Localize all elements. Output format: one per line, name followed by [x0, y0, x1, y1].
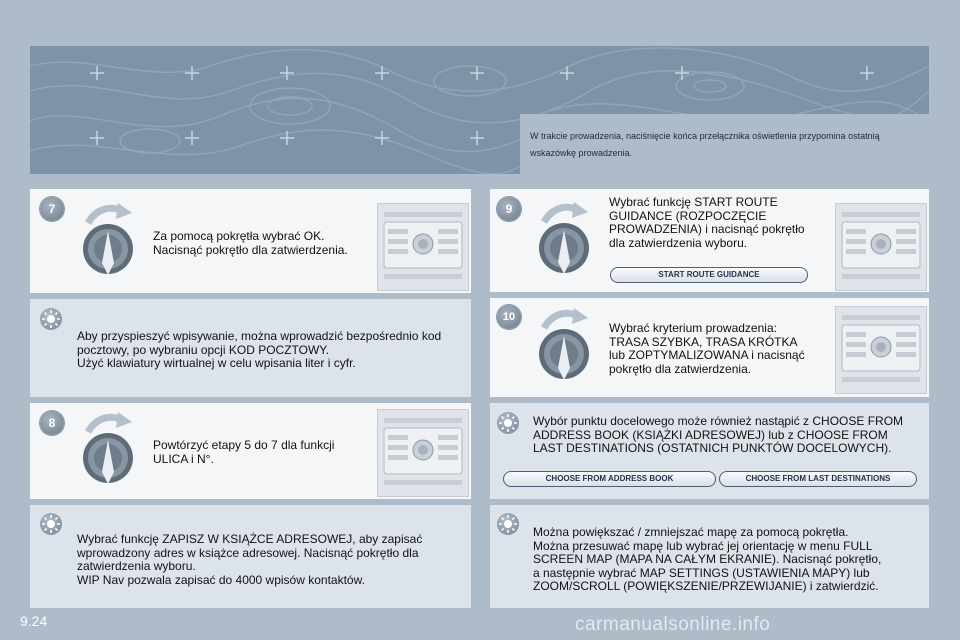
tip-icon [40, 513, 62, 535]
step-8-text: Powtórzyć etapy 5 do 7 dla funkcji ULICA i N°. [153, 438, 335, 466]
knob-icon [530, 200, 604, 285]
watermark: carmanualsonline.info [575, 614, 771, 635]
tip-map-text: Można powiększać / zmniejszać mapę za pomocą pokrętła. Można przesuwać mapę lub wybrać jej orientację w menu FULL SCREEN MAP (MAPA NA CAŁYM EKRANIE). Nacisnąć pokrętło, a następnie wybrać MAP SETTINGS (USTAWIENIA MAPY) lub ZOOM/SCROLL (POWIĘKSZENIE/PRZEWIJANIE) i zatwierdzić. [533, 525, 882, 593]
step-7-badge: 7 [40, 197, 64, 221]
knob-icon [530, 306, 604, 391]
step-10-badge: 10 [497, 305, 521, 329]
step-8-badge: 8 [40, 411, 64, 435]
step-9-text: Wybrać funkcję START ROUTE GUIDANCE (ROZPOCZĘCIE PROWADZENIA) i nacisnąć pokrętło dla zatwierdzenia wyboru. [609, 195, 805, 250]
radio-console-image [835, 203, 927, 291]
start-route-guidance-button[interactable]: START ROUTE GUIDANCE [610, 267, 808, 283]
tip-save-text: Wybrać funkcję ZAPISZ W KSIĄŻCE ADRESOWEJ, aby zapisać wprowadzony adres w książce adresowej. Nacisnąć pokrętło dla zatwierdzenia wyboru. WIP Nav pozwala zapisać do 4000 wpisów kontaktów. [77, 532, 423, 587]
choose-from-address-book-button[interactable]: CHOOSE FROM ADDRESS BOOK [503, 471, 716, 487]
tip-icon [497, 513, 519, 535]
knob-icon [74, 410, 148, 495]
tip-keyboard-text: Aby przyspieszyć wpisywanie, można wprowadzić bezpośrednio kod pocztowy, po wybraniu opcji KOD POCZTOWY. Użyć klawiatury wirtualnej w celu wpisania liter i cyfr. [77, 329, 442, 370]
choose-from-last-destinations-button[interactable]: CHOOSE FROM LAST DESTINATIONS [719, 471, 917, 487]
tip-icon [40, 308, 62, 330]
page-number: 9.24 [20, 613, 48, 629]
tip-destination-text: Wybór punktu docelowego może również nastąpić z CHOOSE FROM ADDRESS BOOK (KSIĄŻKI ADRESOWEJ) lub z CHOOSE FROM LAST DESTINATIONS (OSTATNICH PUNKTÓW DOCELOWYCH). [533, 414, 904, 455]
header-banner [30, 46, 929, 174]
tip-icon [497, 412, 519, 434]
step-10-text: Wybrać kryterium prowadzenia: TRASA SZYBKA, TRASA KRÓTKA lub ZOPTYMALIZOWANA i nacisnąć pokrętło dla zatwierdzenia. [609, 321, 805, 376]
step-7-text: Za pomocą pokrętła wybrać OK. Nacisnąć pokrętło dla zatwierdzenia. [153, 229, 348, 257]
radio-console-image [377, 409, 469, 497]
banner-note: W trakcie prowadzenia, naciśnięcie końca przełącznika oświetlenia przypomina ostatnią wskazówkę prowadzenia. [530, 131, 880, 158]
knob-icon [74, 201, 148, 286]
radio-console-image [835, 306, 927, 394]
radio-console-image [377, 203, 469, 291]
step-9-badge: 9 [497, 197, 521, 221]
